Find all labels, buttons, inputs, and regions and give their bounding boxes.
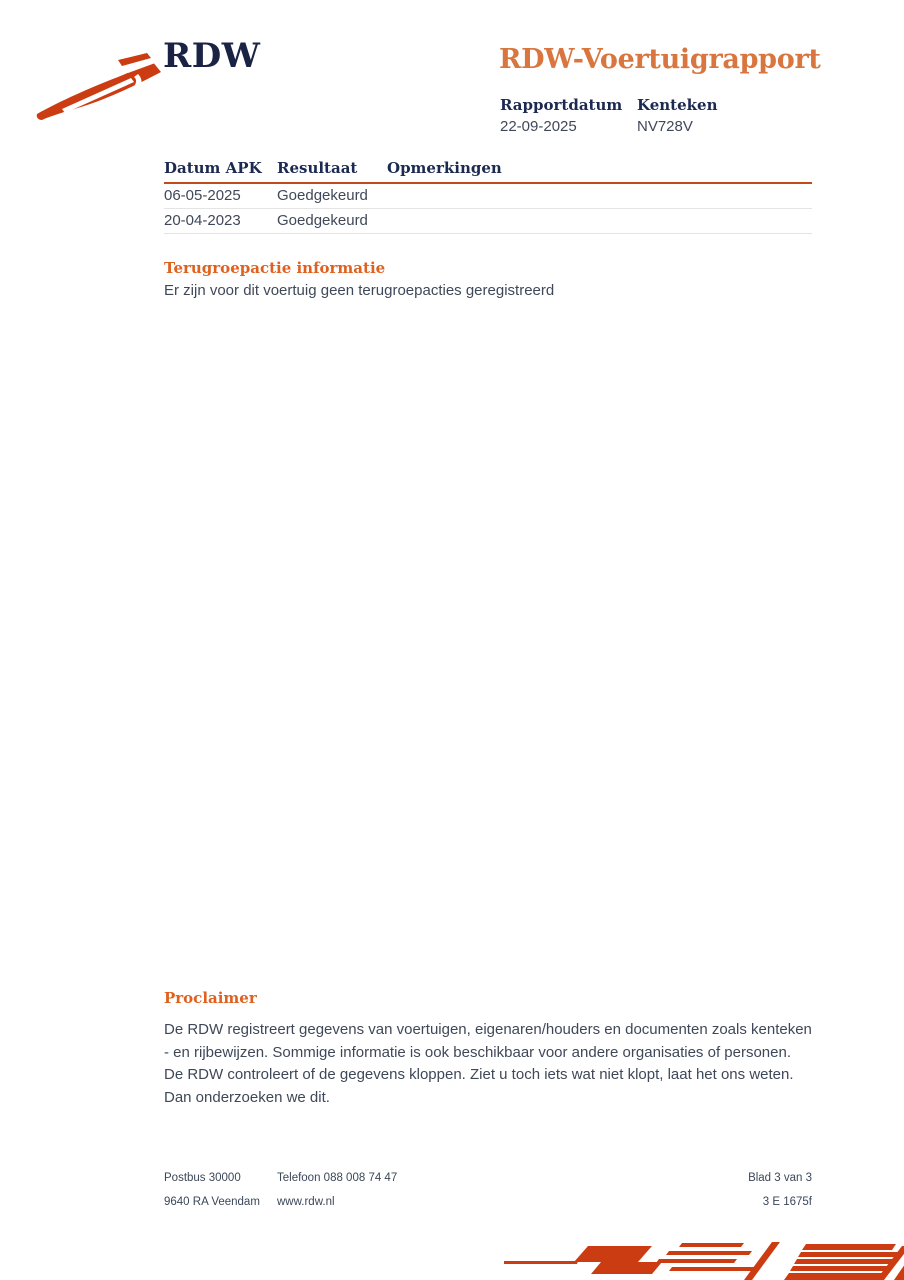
license-plate-label: Kenteken (637, 96, 718, 114)
rdw-feather-stripes-graphic (504, 1236, 904, 1280)
recall-section-heading: Terugroepactie informatie (164, 259, 386, 277)
rdw-logo-text: RDW (163, 36, 261, 76)
table-row (164, 209, 812, 234)
table-row (164, 183, 812, 209)
page-title: RDW-Voertuigrapport (499, 44, 821, 75)
apk-table-header-row (164, 159, 812, 183)
apk-datum-cell: 06-05-2025 (164, 183, 277, 209)
apk-opmerkingen-cell (387, 183, 812, 209)
rdw-feather-logo-icon (34, 52, 164, 122)
report-date-label: Rapportdatum (500, 96, 623, 114)
proclaimer-body: De RDW registreert gegevens van voertuigen, eigenaren/houders en documenten zoals kenteken - en rijbewijzen. Sommige informatie is ook beschikbaar voor andere organisaties of personen. De RDW controleert of de gegevens kloppen. Ziet u toch iets wat niet klopt, laat het ons weten. Dan onderzoeken we dit. (164, 1021, 812, 1106)
proclaimer-heading: Proclaimer (164, 989, 257, 1007)
apk-col-header-opmerkingen: Opmerkingen (387, 159, 812, 183)
apk-resultaat-cell: Goedgekeurd (277, 183, 387, 209)
apk-opmerkingen-cell (387, 209, 812, 234)
footer-postbus: Postbus 30000 (164, 1172, 241, 1184)
footer-city: 9640 RA Veendam (164, 1196, 260, 1208)
footer-phone: Telefoon 088 008 74 47 (277, 1172, 398, 1184)
license-plate-value: NV728V (637, 118, 693, 135)
apk-col-header-resultaat: Resultaat (277, 159, 387, 183)
apk-datum-cell: 20-04-2023 (164, 209, 277, 234)
apk-col-header-datum: Datum APK (164, 159, 277, 183)
recall-section-body: Er zijn voor dit voertuig geen terugroepacties geregistreerd (164, 282, 555, 299)
footer-doc-code: 3 E 1675f (762, 1196, 812, 1208)
report-date-value: 22-09-2025 (500, 118, 577, 135)
footer-website: www.rdw.nl (277, 1196, 335, 1208)
footer-page-indicator: Blad 3 van 3 (748, 1172, 812, 1184)
apk-resultaat-cell: Goedgekeurd (277, 209, 387, 234)
apk-table (164, 159, 812, 234)
